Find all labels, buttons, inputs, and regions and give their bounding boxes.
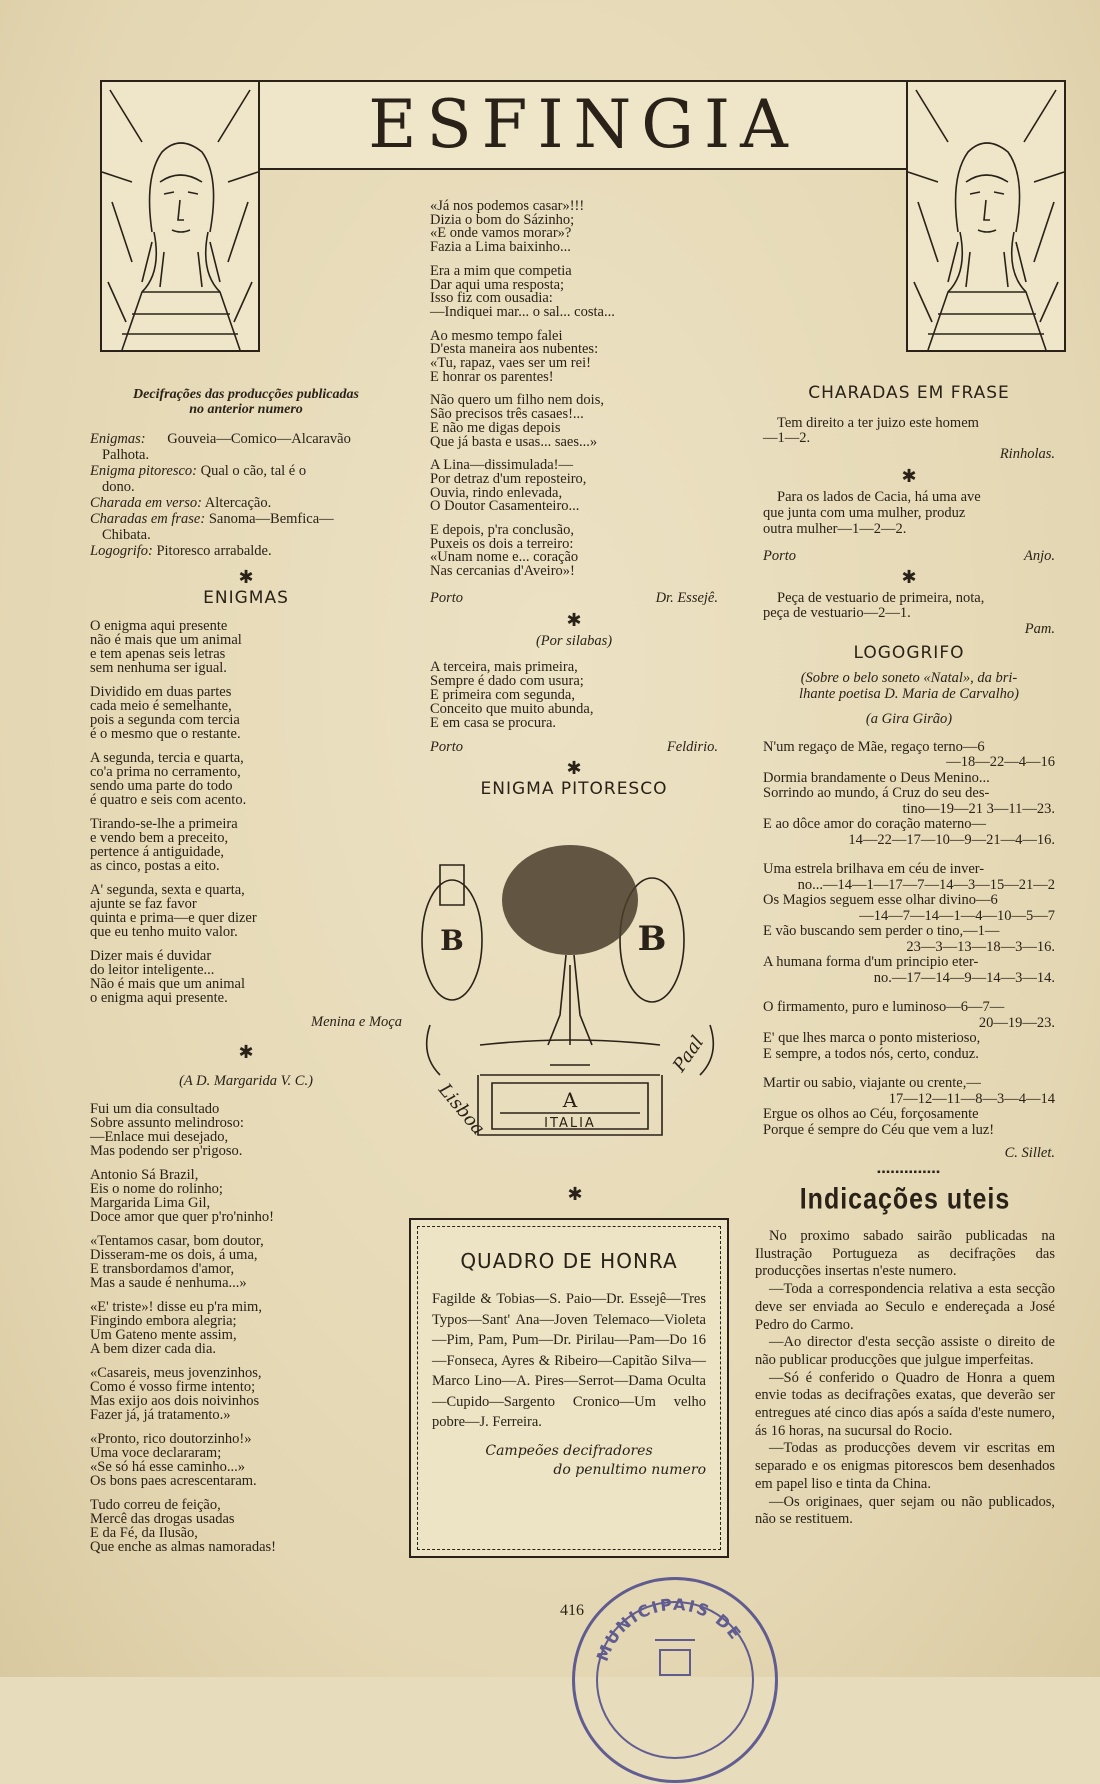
asterisk-divider-icon: ✱: [901, 466, 917, 487]
poem-signature-row: Porto Dr. Essejê.: [430, 589, 718, 606]
indic-paragraph: —Toda a correspondencia relativa a esta secção deve ser enviada ao Seculo e endereçada a José Pedro do Carmo.: [755, 1281, 1055, 1333]
frase2-line1: Para os lados de Cacia, há uma ave: [777, 489, 981, 506]
frase2-signature-row: Porto Anjo.: [763, 548, 1055, 565]
honra-foot1: Campeões decifradores: [485, 1442, 653, 1459]
logogrifo-sub1: (Sobre o belo soneto «Natal», da bri-: [800, 670, 1018, 687]
decif-list: [90, 431, 402, 559]
pitoresco-heading: ENIGMA PITORESCO: [480, 778, 668, 799]
indic-paragraph: —Todas as producções devem vir escritas em separado e os enigmas pitorescos bem desenhados em papel liso e tinta da China.: [755, 1440, 1055, 1492]
decif-item: Enigmas: Gouveia—Comico—Alcaravão: [90, 431, 351, 447]
decif-item: Charada em verso: Altercação.: [90, 495, 272, 511]
logogrifo-sonnet: N'um regaço de Mãe, regaço terno—6 —18—22—4—16 Dormia brandamente o Deus Menino... Sorrindo ao mundo, á Cruz do seu des- tino—19—21 3—11—23. E ao dôce amor do coração materno— 14—22—17—10—9—21—4—16. Uma estrela brilhava em céu de inver- no...—14—1—17—7—14—3—15—21—2 Os Magios seguem esse olhar divino—6 —14—7—14—1—4—10—5—7 E vão buscando sem perder o tino,—1— 23—3—13—18—3—16. A humana forma d'um principio eter- no.—17—14—9—14—3—14. O firmamento, puro e luminoso—6—7— 20—19—23. E' que lhes marca o ponto misterioso, E sempre, a todos nós, certo, conduz. Martir ou sabio, viajante ou crente,— 17—12—11—8—3—4—14 Ergue os olhos ao Céu, forçosamente Porque é sempre do Céu que vem a luz!: [763, 738, 1055, 1138]
consultation-poem: Fui um dia consultado Sobre assunto melindroso: —Enlace mui desejado, Mas podendo ser p'rigoso. Antonio Sá Brazil, Eis o nome do rolinho; Margarida Lima Gil, Doce amor que quer p'ro'ninho! «Tentamos casar, bom doutor, Disseram-me os dois, á uma, E transbordamos d'amor, Mas a saude é nenhuma...» «E' triste»! disse eu p'ra mim, Fingindo embora alegria; Um Gateno mente assim, A bem dizer cada dia. «Casareis, meus jovenzinhos, Como é vosso firme intento; Mas exijo aos dois noivinhos Fazer já, já tratamento.» «Pronto, rico doutorzinho!» Uma voce declararam; «Se só há esse caminho...» Os bons paes acrescentaram. Tudo correu de feição, Mercê das drogas usadas E da Fé, da Ilusão, Que enche as almas namoradas!: [90, 1100, 277, 1555]
decif-item-cont: Palhota.: [102, 447, 150, 463]
frase3-signature: Pam.: [1024, 620, 1055, 637]
continued-poem: «Já nos podemos casar»!!! Dizia o bom do Sázinho; «E onde vamos morar»? Fazia a Lima baixinho... Era a mim que competia Dar aqui uma resposta; Isso fiz com ousadia: —Indiquei mar... o sal... costa... Ao mesmo tempo falei D'esta maneira aos nubentes: «Tu, rapaz, vaes ser um rei! E honrar os parentes! Não quero um filho nem dois, São precisos três casaes!... E não me digas depois Que já basta e usas... saes...» A Lina—dissimulada!— Por detraz d'um reposteiro, Ouvia, rindo enlevada, O Doutor Casamenteiro... E depois, p'ra conclusão, Puxeis os dois a terreiro: «Unam nome e... coração Nas cercanias d'Aveiro»!: [430, 198, 615, 580]
pic-letter-left: B: [440, 924, 464, 957]
charada-verse: A terceira, mais primeira, Sempre é dado com usura; E primeira com segunda, Conceito que muito abunda, E em casa se procura.: [430, 659, 594, 732]
frase1-signature: Rinholas.: [999, 445, 1055, 462]
title-banner: [258, 80, 908, 170]
logogrifo-sub2: lhante poetisa D. Maria de Carvalho): [799, 685, 1019, 702]
pic-letter-right: B: [637, 919, 667, 959]
page-number: 416: [560, 1602, 584, 1619]
library-stamp: [572, 1577, 778, 1783]
indicacoes-heading: Indicações uteis: [799, 1182, 1011, 1216]
tree-and-sign-icon: [420, 845, 720, 1165]
asterisk-divider-icon: ✱: [567, 1184, 583, 1205]
frase1-line2: —1—2.: [763, 430, 811, 447]
enigma-poem: O enigma aqui presente não é mais que um animal e tem apenas seis letras sem nenhuma ser igual. Dividido em duas partes cada meio é semelhante, pois a segunda com tercia é o mesmo que o restante. A segunda, tercia e quarta, co'a prima no cerramento, sendo uma parte do todo é quatro e seis com acento. Tirando-se-lhe a primeira e vendo bem a preceito, pertence á antiguidade, as cinco, postas a eito. A' segunda, sexta e quarta, ajunte se faz favor quinta e prima—e quer dizer que eu tenho muito valor. Dizer mais é duvidar do leitor inteligente... Não é mais que um animal o enigma aqui presente.: [90, 617, 257, 1006]
asterisk-divider-icon: ✱: [238, 567, 254, 587]
frase3-line1: Peça de vestuario de primeira, nota,: [777, 589, 985, 606]
stamp-seal-icon: [575, 1580, 775, 1780]
asterisk-divider-icon: ✱: [566, 610, 582, 631]
indic-paragraph: No proximo sabado sairão publicadas na Ilustração Portugueza as decifrações das producções insertas n'este numero.: [755, 1228, 1055, 1280]
indic-paragraph: —Os originaes, quer sejam ou não publicados, não se restituem.: [755, 1493, 1055, 1528]
frase1-line1: Tem direito a ter juizo este homem: [777, 414, 979, 431]
indicacoes-section: [755, 1182, 1055, 1529]
asterisk-divider-icon: ✱: [238, 1042, 254, 1063]
indic-paragraph: —Ao director d'esta secção assiste o direito de não publicar producções que julgue imperfeitas.: [755, 1334, 1055, 1368]
dedication: (A D. Margarida V. C.): [179, 1073, 313, 1090]
silabas-label: (Por silabas): [535, 633, 613, 650]
indic-paragraph: —Só é conferido o Quadro de Honra a quem envie todas as decifrações exatas, que deverão ser entregues até cinco dias após a saída d'este numero, ás 16 horas, na sucursal do Rocio.: [755, 1369, 1055, 1439]
decif-item: Charadas em frase: Sanoma—Bemfica—: [90, 511, 334, 527]
sign-text: ITALIA: [544, 1116, 596, 1131]
frase2-line3: outra mulher—1—2—2.: [763, 520, 907, 537]
decif-item-cont: Chibata.: [102, 527, 151, 543]
asterisk-divider-icon: ✱: [566, 757, 582, 778]
stamp-text: MUNICIPAIS DE: [592, 1594, 746, 1664]
asterisk-divider-icon: ✱: [901, 566, 917, 587]
sphinx-illustration-left: [100, 80, 260, 352]
decif-title: Decifrações das producções publicadas: [133, 387, 359, 402]
right-column: [763, 383, 1055, 1180]
enigma-signature: Menina e Moça: [311, 1013, 402, 1030]
left-column: [90, 387, 402, 1554]
middle-column: [430, 200, 718, 797]
svg-text:MUNICIPAIS DE: [593, 1595, 746, 1664]
quadro-de-honra-box: [409, 1218, 729, 1558]
enigma-pitoresco-picture: [420, 845, 720, 1165]
logogrifo-heading: LOGOGRIFO: [853, 642, 965, 663]
page-title: ESFINGIA: [368, 86, 798, 163]
frase-heading: CHARADAS EM FRASE: [808, 383, 1010, 403]
decif-item: Logogrifo: Pitoresco arrabalde.: [90, 543, 272, 559]
decif-item: Enigma pitoresco: Qual o cão, tal é o: [90, 463, 307, 479]
charada-signature-row: Porto Feldirio.: [430, 739, 718, 756]
sphinx-icon: [908, 82, 1064, 350]
enigmas-heading: ENIGMAS: [203, 588, 289, 608]
decif-item-cont: dono.: [102, 479, 135, 495]
logogrifo-signature: C. Sillet.: [1004, 1145, 1055, 1162]
sphinx-illustration-right: [906, 80, 1066, 352]
honra-text: Fagilde & Tobias—S. Paio—Dr. Essejê—Tres Typos—Sant' Ana—Joven Telemaco—Violeta—Pim, Pam, Pum—Dr. Pirilau—Pam—Do 16—Fonseca, Ayres & Ribeiro—Capitão Silva—Marco Lino—A. Pires—Serrot—Dama Oculta—Cupido—Sargento Cronico—Um velho pobre—J. Ferreira.: [432, 1291, 706, 1430]
decif-subtitle: no anterior numero: [189, 402, 303, 417]
script-right: Paal: [668, 1032, 709, 1076]
frase3-line2: peça de vestuario—2—1.: [763, 605, 911, 622]
frase2-line2: que junta com uma mulher, produz: [763, 504, 966, 521]
honra-title: QUADRO DE HONRA: [460, 1249, 678, 1273]
sphinx-icon: [102, 82, 258, 350]
logogrifo-dedication: (a Gira Girão): [865, 711, 953, 728]
script-left: Lisboa: [434, 1079, 489, 1140]
dotted-divider: ▪▪▪▪▪▪▪▪▪▪▪▪▪▪: [877, 1167, 941, 1178]
honra-foot2: do penultimo numero: [553, 1461, 706, 1478]
sign-letter: A: [562, 1088, 578, 1112]
